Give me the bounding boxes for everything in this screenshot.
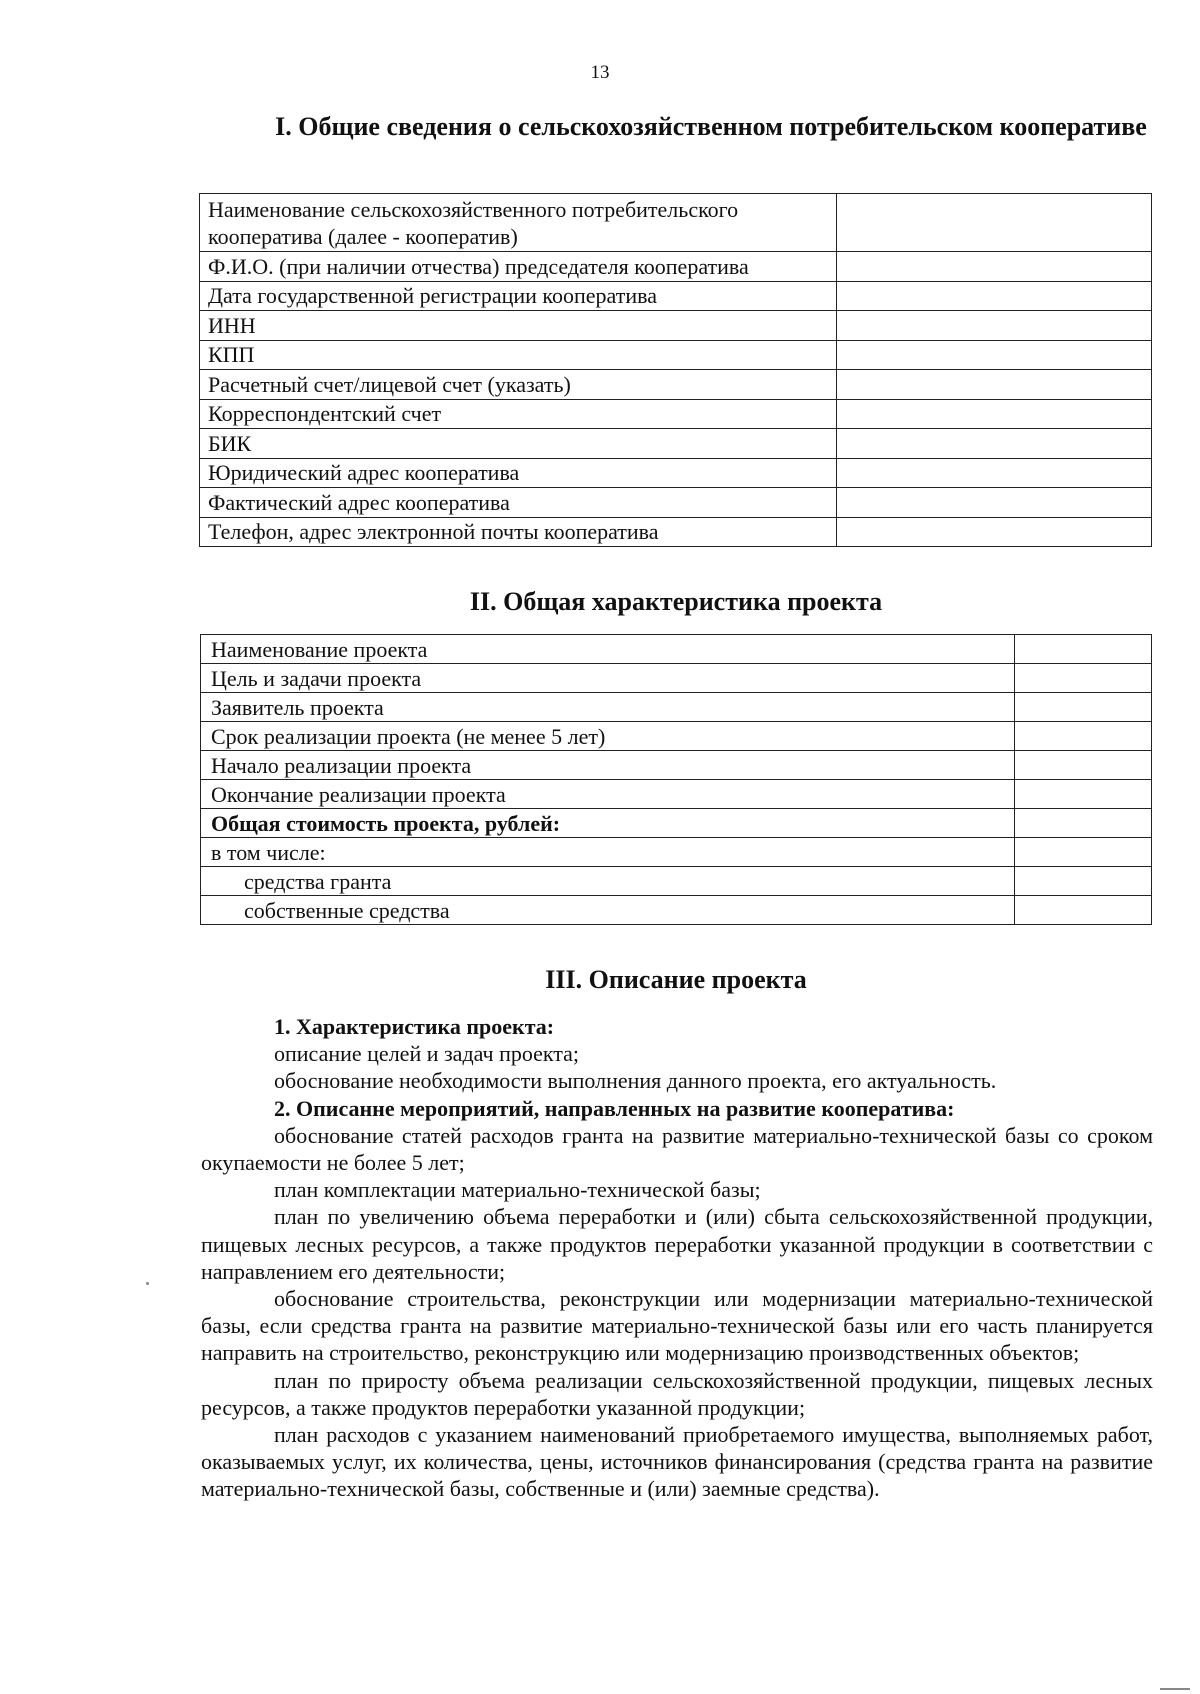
field-label-total-cost: Общая стоимость проекта, рублей: [201, 809, 1015, 838]
section-1-title: I. Общие сведения о сельскохозяйственном потребительском кооперативе [275, 112, 1147, 141]
field-label-inn: ИНН [200, 311, 837, 341]
field-label-grant-funds: средства гранта [201, 867, 1015, 896]
field-value-kpp[interactable] [837, 340, 1152, 370]
page-number: 13 [590, 62, 610, 83]
field-label-bik: БИК [200, 429, 837, 459]
table-row [200, 370, 1152, 400]
table-row [201, 780, 1152, 809]
field-label-including: в том числе: [201, 838, 1015, 867]
scan-speck [1160, 1688, 1190, 1690]
field-value-start[interactable] [1015, 751, 1152, 780]
field-label-registration-date: Дата государственной регистрации кооператива [200, 281, 837, 311]
field-value-registration-date[interactable] [837, 281, 1152, 311]
table-row [201, 693, 1152, 722]
table-row [201, 896, 1152, 925]
paragraph: описание целей и задач проекта; [274, 1041, 580, 1067]
section-2-title: II. Общая характеристика проекта [469, 587, 883, 616]
table-row [200, 488, 1152, 518]
field-label-correspondent-account: Корреспондентский счет [200, 399, 837, 429]
paragraph: план по увеличению объема переработки и (или) сбыта сельскохозяйственной продукции, пищевых лесных ресурсов, а также продуктов переработки указанной продукции в соответствии с направлением его деятельности; [201, 1204, 1153, 1284]
table-row [200, 429, 1152, 459]
table-row [200, 399, 1152, 429]
table-row [200, 517, 1152, 547]
field-value-legal-address[interactable] [837, 458, 1152, 488]
table-row [200, 458, 1152, 488]
field-value-chairman-name[interactable] [837, 252, 1152, 282]
project-overview-table [200, 634, 1152, 925]
field-label-legal-address: Юридический адрес кооператива [200, 458, 837, 488]
table-row [200, 281, 1152, 311]
table-row [200, 311, 1152, 341]
section-3-title: III. Описание проекта [545, 965, 807, 994]
subheading-project-characteristics: 1. Характеристика проекта: [274, 1014, 555, 1039]
table-row [200, 340, 1152, 370]
subheading-activities: 2. Описанне мероприятий, направленных на развитие кооператива: [274, 1095, 955, 1121]
field-value-actual-address[interactable] [837, 488, 1152, 518]
paragraph: обоснование статей расходов гранта на развитие материально-технической базы со сроком окупаемости не более 5 лет; [201, 1122, 1153, 1176]
paragraph: план расходов с указанием наименований приобретаемого имущества, выполняемых работ, оказываемых услуг, их количества, цены, источников финансирования (средства гранта на развитие материально-технической базы, собственные и (или) заемные средства). [201, 1422, 1153, 1502]
field-value-project-name[interactable] [1015, 635, 1152, 664]
field-label-project-goals: Цель и задачи проекта [201, 664, 1015, 693]
field-value-duration[interactable] [1015, 722, 1152, 751]
table-row [201, 809, 1152, 838]
field-value-including[interactable] [1015, 838, 1152, 867]
field-value-account[interactable] [837, 370, 1152, 400]
table-row [201, 664, 1152, 693]
field-label-chairman-name: Ф.И.О. (при наличии отчества) председателя кооператива [200, 252, 837, 282]
field-label-applicant: Заявитель проекта [201, 693, 1015, 722]
field-value-cooperative-name[interactable] [837, 194, 1152, 252]
field-value-applicant[interactable] [1015, 693, 1152, 722]
table-row [200, 252, 1152, 282]
project-description [201, 1013, 1153, 1503]
paragraph: план комплектации материально-технической базы; [274, 1177, 761, 1203]
paragraph: обоснование необходимости выполнения данного проекта, его актуальность. [274, 1068, 997, 1094]
field-value-end[interactable] [1015, 780, 1152, 809]
field-value-total-cost[interactable] [1015, 809, 1152, 838]
table-row [201, 867, 1152, 896]
field-label-cooperative-name: Наименование сельскохозяйственного потребительского кооператива (далее - кооператив) [200, 194, 837, 252]
field-label-contacts: Телефон, адрес электронной почты кооператива [200, 517, 837, 547]
scan-speck [146, 1282, 149, 1285]
field-label-project-name: Наименование проекта [201, 635, 1015, 664]
cooperative-info-table [199, 193, 1152, 547]
table-row [201, 722, 1152, 751]
paragraph: план по приросту объема реализации сельскохозяйственной продукции, пищевых лесных ресурсов, а также продуктов переработки указанной продукции; [201, 1367, 1153, 1420]
table-row [201, 838, 1152, 867]
field-label-kpp: КПП [200, 340, 837, 370]
field-value-inn[interactable] [837, 311, 1152, 341]
field-label-own-funds: собственные средства [201, 896, 1015, 925]
field-value-own-funds[interactable] [1015, 896, 1152, 925]
field-value-contacts[interactable] [837, 517, 1152, 547]
paragraph: обоснование строительства, реконструкции или модернизации материально-технической базы, если средства гранта на развитие материально-технической базы или его часть планируется направить на строительство, реконструкцию или модернизацию производственных объектов; [201, 1286, 1153, 1366]
field-value-bik[interactable] [837, 429, 1152, 459]
table-row [200, 194, 1152, 252]
field-label-actual-address: Фактический адрес кооператива [200, 488, 837, 518]
table-row [201, 751, 1152, 780]
field-label-duration: Срок реализации проекта (не менее 5 лет) [201, 722, 1015, 751]
field-value-correspondent-account[interactable] [837, 399, 1152, 429]
field-value-project-goals[interactable] [1015, 664, 1152, 693]
field-value-grant-funds[interactable] [1015, 867, 1152, 896]
table-row [201, 635, 1152, 664]
field-label-end: Окончание реализации проекта [201, 780, 1015, 809]
field-label-start: Начало реализации проекта [201, 751, 1015, 780]
field-label-account: Расчетный счет/лицевой счет (указать) [200, 370, 837, 400]
